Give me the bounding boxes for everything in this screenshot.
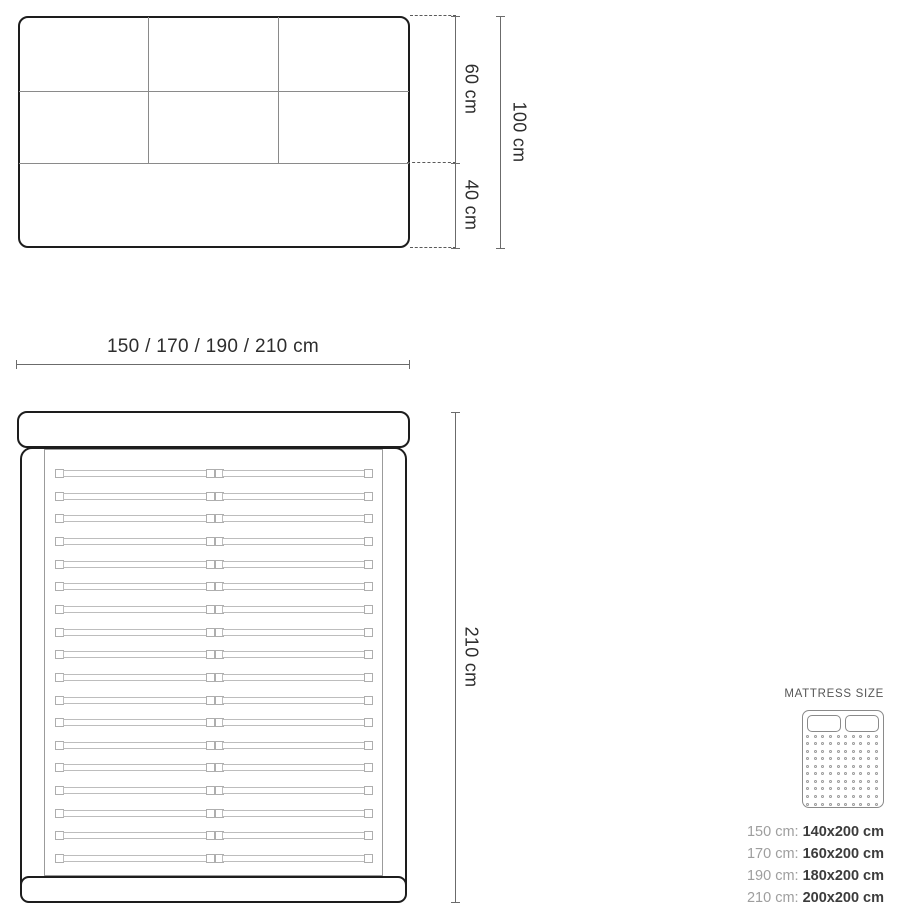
extension-line-bottom — [410, 247, 456, 248]
mattress-dot — [814, 795, 817, 798]
mattress-dot — [829, 795, 832, 798]
mattress-dot — [806, 750, 809, 753]
headboard-grid-vline-left — [148, 17, 149, 163]
mattress-dot — [844, 803, 847, 806]
mattress-dot — [867, 765, 870, 768]
dim-tick — [496, 248, 505, 249]
mattress-dot — [837, 780, 840, 783]
base-height-label: 40 cm — [461, 179, 482, 231]
dim-tick — [451, 412, 460, 413]
mattress-size-list — [747, 821, 884, 909]
mattress-dot — [837, 765, 840, 768]
mattress-dot — [852, 750, 855, 753]
mattress-dot — [867, 772, 870, 775]
slat — [55, 492, 373, 501]
footboard-bar — [20, 876, 407, 903]
slat — [55, 763, 373, 772]
slat — [55, 582, 373, 591]
slat — [55, 809, 373, 818]
mattress-dot — [814, 772, 817, 775]
slat — [55, 650, 373, 659]
mattress-dot — [821, 780, 824, 783]
dim-tick — [409, 360, 410, 369]
mattress-dot — [821, 787, 824, 790]
mattress-dot — [829, 787, 832, 790]
slat — [55, 718, 373, 727]
dim-tick — [451, 902, 460, 903]
mattress-dot — [821, 772, 824, 775]
height-dimension-line-inner — [455, 16, 456, 249]
frame-size-label: 210 cm: — [746, 890, 799, 906]
mattress-dot — [829, 750, 832, 753]
slat — [55, 628, 373, 637]
mattress-dot — [859, 750, 862, 753]
mattress-size-value: 200x200 cm — [802, 890, 884, 906]
mattress-dot — [875, 803, 878, 806]
mattress-dot — [844, 765, 847, 768]
pillow-icon — [845, 715, 879, 732]
mattress-dot — [875, 742, 878, 745]
mattress-dot — [806, 735, 809, 738]
mattress-dot — [837, 735, 840, 738]
height-dimension-line-total — [500, 16, 501, 249]
mattress-dot — [844, 757, 847, 760]
mattress-dot — [852, 765, 855, 768]
mattress-dot — [852, 787, 855, 790]
dim-tick — [16, 360, 17, 369]
mattress-size-row — [747, 865, 884, 887]
mattress-dot — [875, 772, 878, 775]
slat — [55, 831, 373, 840]
mattress-dot — [859, 757, 862, 760]
mattress-size-row — [747, 887, 884, 909]
slat — [55, 537, 373, 546]
mattress-dot — [829, 735, 832, 738]
mattress-dot — [814, 757, 817, 760]
mattress-dot — [806, 772, 809, 775]
mattress-dot — [806, 803, 809, 806]
mattress-dot — [821, 803, 824, 806]
slat — [55, 605, 373, 614]
extension-line-middle — [407, 162, 456, 163]
mattress-dot — [806, 780, 809, 783]
mattress-dot — [867, 795, 870, 798]
mattress-dot — [806, 795, 809, 798]
slat — [55, 560, 373, 569]
headboard-grid-hline — [19, 91, 409, 92]
mattress-dot — [829, 803, 832, 806]
mattress-dot — [829, 742, 832, 745]
mattress-dot — [875, 795, 878, 798]
mattress-dot — [852, 780, 855, 783]
headboard-base-divider-line — [19, 163, 409, 164]
mattress-dot — [859, 735, 862, 738]
length-dimension-line — [455, 412, 456, 903]
mattress-dot — [875, 757, 878, 760]
mattress-dot — [875, 735, 878, 738]
headboard-height-label: 60 cm — [461, 63, 482, 115]
mattress-size-value: 140x200 cm — [802, 824, 884, 840]
extension-line-top — [410, 15, 456, 16]
mattress-dot — [821, 757, 824, 760]
dim-tick — [451, 163, 460, 164]
mattress-dot — [844, 735, 847, 738]
mattress-dot — [806, 757, 809, 760]
slat — [55, 696, 373, 705]
mattress-dot — [852, 742, 855, 745]
mattress-size-row — [747, 843, 884, 865]
mattress-dot — [852, 735, 855, 738]
mattress-dot — [814, 742, 817, 745]
mattress-dot — [821, 795, 824, 798]
total-height-label: 100 cm — [509, 101, 530, 163]
width-options-label: 150 / 170 / 190 / 210 cm — [106, 336, 320, 357]
headboard-front-outline — [18, 16, 410, 248]
mattress-dot — [837, 742, 840, 745]
mattress-dot — [844, 750, 847, 753]
mattress-dot — [814, 780, 817, 783]
mattress-size-value: 180x200 cm — [802, 868, 884, 884]
mattress-dot — [837, 803, 840, 806]
mattress-dot — [875, 750, 878, 753]
mattress-dot — [867, 787, 870, 790]
mattress-dot — [837, 772, 840, 775]
mattress-dot — [875, 765, 878, 768]
mattress-dot — [859, 772, 862, 775]
mattress-dot — [859, 795, 862, 798]
slat — [55, 469, 373, 478]
mattress-dot — [814, 765, 817, 768]
mattress-dot — [814, 787, 817, 790]
mattress-dot — [859, 742, 862, 745]
mattress-size-title: MATTRESS SIZE — [784, 688, 884, 700]
slat — [55, 514, 373, 523]
mattress-dot — [821, 765, 824, 768]
mattress-dot — [867, 735, 870, 738]
mattress-dot — [829, 757, 832, 760]
mattress-dot — [859, 787, 862, 790]
bed-length-label: 210 cm — [461, 626, 482, 688]
mattress-dot — [852, 772, 855, 775]
mattress-dot — [867, 750, 870, 753]
mattress-dot — [859, 780, 862, 783]
mattress-dot — [821, 750, 824, 753]
slat — [55, 854, 373, 863]
mattress-size-row — [747, 821, 884, 843]
mattress-dot — [867, 742, 870, 745]
mattress-size-value: 160x200 cm — [802, 846, 884, 862]
mattress-dot — [821, 735, 824, 738]
width-dimension-line — [16, 364, 410, 365]
mattress-dot — [806, 787, 809, 790]
mattress-dot — [844, 787, 847, 790]
mattress-dot — [844, 795, 847, 798]
mattress-dot — [844, 780, 847, 783]
mattress-dot — [867, 803, 870, 806]
mattress-dot — [844, 742, 847, 745]
mattress-dot — [806, 742, 809, 745]
mattress-dot — [829, 772, 832, 775]
mattress-dot — [859, 765, 862, 768]
frame-size-label: 150 cm: — [746, 824, 799, 840]
mattress-dot — [852, 803, 855, 806]
mattress-dot — [829, 765, 832, 768]
mattress-dot — [844, 772, 847, 775]
mattress-dot — [852, 757, 855, 760]
headboard-grid-vline-right — [278, 17, 279, 163]
dim-tick — [451, 248, 460, 249]
dim-tick — [496, 16, 505, 17]
frame-size-label: 170 cm: — [746, 846, 799, 862]
mattress-dot — [814, 750, 817, 753]
mattress-dot — [814, 803, 817, 806]
mattress-dot — [837, 787, 840, 790]
frame-size-label: 190 cm: — [746, 868, 799, 884]
slat — [55, 673, 373, 682]
mattress-dot — [852, 795, 855, 798]
mattress-dot — [875, 780, 878, 783]
pillow-icon — [807, 715, 841, 732]
mattress-dot — [867, 780, 870, 783]
mattress-dot — [875, 787, 878, 790]
mattress-dot — [806, 765, 809, 768]
mattress-dot — [867, 757, 870, 760]
mattress-dot — [837, 757, 840, 760]
slat — [55, 741, 373, 750]
mattress-dot — [837, 750, 840, 753]
mattress-dot — [821, 742, 824, 745]
dim-tick — [451, 16, 460, 17]
mattress-icon — [802, 710, 884, 808]
mattress-dot — [814, 735, 817, 738]
mattress-dot — [859, 803, 862, 806]
slat — [55, 786, 373, 795]
mattress-dot — [829, 780, 832, 783]
mattress-dot — [837, 795, 840, 798]
headboard-bar — [17, 411, 410, 448]
